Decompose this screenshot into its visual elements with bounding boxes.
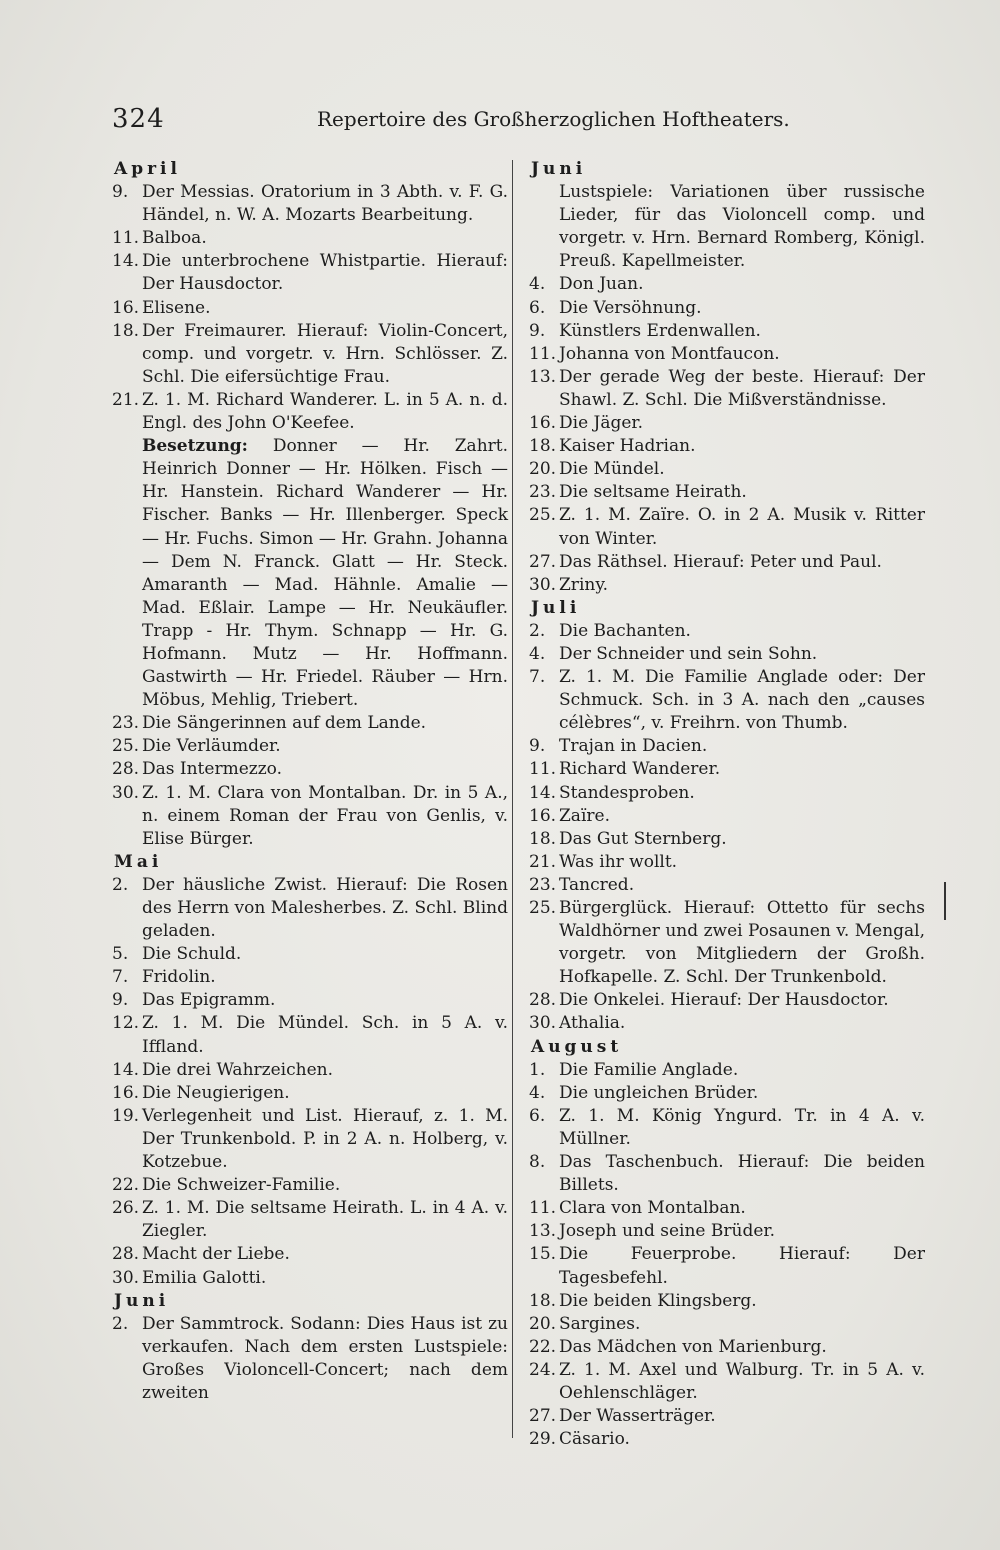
entry-title: Die Neugierigen. [142,1082,290,1103]
entry-date: 20. [529,459,557,480]
entry-date: 28. [112,759,140,780]
entry-title: Die beiden Klingsberg. [559,1290,757,1311]
entry-date: 30. [112,782,140,803]
repertoire-entry [529,666,925,735]
repertoire-entry [529,989,925,1012]
august-entries [529,1059,925,1452]
repertoire-entry [529,458,925,481]
entry-date: 16. [529,805,557,826]
entry-date: 11. [529,759,557,780]
entry-date: 18. [529,436,557,457]
right-column [529,158,925,1451]
entry-date: 16. [529,413,557,434]
entry-date: 25. [529,505,557,526]
entry-date: 15. [529,1244,557,1265]
entry-date: 11. [112,228,140,249]
entry-title: Richard Wanderer. [559,759,721,780]
entry-date: 30. [529,574,557,595]
entry-date: 11. [529,1198,557,1219]
entry-date: 4. [529,643,546,664]
entry-date: 2. [112,874,129,895]
entry-date: 20. [529,1313,557,1334]
repertoire-entry [529,1428,925,1451]
entry-date: 28. [529,990,557,1011]
entry-date: 8. [529,1152,546,1173]
entry-date: 5. [112,944,129,965]
entry-date: 6. [529,297,546,318]
repertoire-entry [112,1012,508,1058]
entry-title: Macht der Liebe. [142,1244,290,1265]
entry-date: 18. [112,320,140,341]
repertoire-entry [112,989,508,1012]
entry-title: Cäsario. [559,1429,630,1450]
repertoire-entry [529,828,925,851]
entry-title: Der Messias. Oratorium in 3 Abth. v. F. G. Händel, n. W. A. Mozarts Bearbeitung. [142,182,508,226]
entry-date: 14. [112,251,140,272]
cast-text: Donner — Hr. Zahrt. Heinrich Donner — Hr. Hölken. Fisch — Hr. Hanstein. Richard Wanderer — Hr. Fischer. Banks — Hr. Illenberger. Speck — Hr. Fuchs. Simon — Hr. Grahn. Johanna — Dem N. Franck. Glatt — Hr. Steck. Amaranth — Mad. Hähnle. Amalie — Mad. Eßlair. Lampe — Hr. Neukäufler. Trapp - Hr. Thym. Schnapp — Hr. G. Hofmann. Mutz — Hr. Hoffmann. Gastwirth — Hr. Friedel. Räuber — Hrn. Möbus, Mehlig, Triebert. [142,436,509,711]
repertoire-entry [529,1359,925,1405]
cast-label: Besetzung: [142,436,248,457]
repertoire-entry [529,782,925,805]
repertoire-entry [112,389,508,435]
repertoire-entry [112,181,508,227]
entry-date: 26. [112,1198,140,1219]
entry-title: Der gerade Weg der beste. Hierauf: Der Shawl. Z. Schl. Die Mißverständnisse. [559,366,925,410]
repertoire-entry [112,320,508,389]
entry-date: 22. [112,1175,140,1196]
entry-title: Der Freimaurer. Hierauf: Violin-Concert, comp. und vorgetr. v. Hrn. Schlösser. Z. Schl. Die eifersüchtige Frau. [142,320,508,387]
entry-title: Die ungleichen Brüder. [559,1082,759,1103]
repertoire-entry [112,735,508,758]
entry-date: 23. [529,874,557,895]
repertoire-entry [529,551,925,574]
entry-title: Das Mädchen von Marienburg. [559,1336,827,1357]
entry-date: 30. [529,1013,557,1034]
april-entries-continued [112,712,508,851]
repertoire-entry [529,273,925,296]
entry-title: Athalia. [559,1013,626,1034]
repertoire-entry [529,1197,925,1220]
repertoire-entry [529,297,925,320]
juni-entries-right [529,273,925,596]
repertoire-entry [529,1405,925,1428]
page-number: 324 [112,104,165,134]
entry-date: 22. [529,1336,557,1357]
entry-date: 23. [112,713,140,734]
running-title: Repertoire des Großherzoglichen Hoftheaters. [317,107,790,131]
entry-title: Die unterbrochene Whistpartie. Hierauf: Der Hausdoctor. [142,251,508,295]
repertoire-entry [529,1336,925,1359]
entry-title: Don Juan. [559,274,644,295]
entry-title: Z. 1. M. König Yngurd. Tr. in 4 A. v. Müllner. [559,1105,925,1149]
repertoire-entry [529,412,925,435]
entry-title: Tancred. [559,874,635,895]
entry-date: 9. [112,990,129,1011]
repertoire-entry [112,758,508,781]
entry-title: Johanna von Montfaucon. [559,343,780,364]
repertoire-entry [112,1313,508,1405]
repertoire-entry [529,620,925,643]
entry-title: Zriny. [559,574,609,595]
entry-date: 2. [529,620,546,641]
entry-date: 23. [529,482,557,503]
entry-title: Die Verläumder. [142,736,281,757]
entry-date: 29. [529,1429,557,1450]
entry-date: 7. [112,967,129,988]
entry-title: Z. 1. M. Clara von Montalban. Dr. in 5 A., n. einem Roman der Frau von Genlis, v. Elise Bürger. [142,782,508,849]
entry-date: 13. [529,1221,557,1242]
entry-title: Balboa. [142,228,207,249]
repertoire-entry [529,320,925,343]
page-header [112,104,790,136]
entry-date: 16. [112,1082,140,1103]
repertoire-entry [112,966,508,989]
repertoire-entry [529,343,925,366]
entry-date: 4. [529,274,546,295]
repertoire-entry [529,897,925,989]
entry-title: Die Schweizer-Familie. [142,1175,341,1196]
entry-date: 7. [529,667,546,688]
repertoire-entry [529,851,925,874]
repertoire-entry [529,435,925,458]
column-divider [512,160,513,1438]
entry-date: 30. [112,1267,140,1288]
month-heading-august: August [531,1036,623,1057]
entry-date: 18. [529,1290,557,1311]
month-heading-mai: Mai [114,851,163,872]
entry-title: Das Räthsel. Hierauf: Peter und Paul. [559,551,882,572]
entry-date: 19. [112,1105,140,1126]
entry-date: 9. [529,736,546,757]
entry-title: Zaïre. [559,805,610,826]
entry-title: Z. 1. M. Richard Wanderer. L. in 5 A. n. d. Engl. des John O'Keefee. [142,389,508,434]
entry-title: Joseph und seine Brüder. [559,1221,776,1242]
entry-title: Trajan in Dacien. [559,736,708,757]
entry-title: Die Onkelei. Hierauf: Der Hausdoctor. [559,990,889,1011]
entry-title: Das Taschenbuch. Hierauf: Die beiden Billets. [559,1152,925,1196]
repertoire-entry [529,1082,925,1105]
juni-entries [112,1313,508,1405]
entry-date: 21. [529,851,557,872]
entry-title: Die Mündel. [559,459,665,480]
repertoire-entry [529,1151,925,1197]
entry-title: Die Sängerinnen auf dem Lande. [142,713,427,734]
entry-title: Z. 1. M. Die Familie Anglade oder: Der Schmuck. Sch. in 3 A. nach den „causes célèbres“, v. Freihrn. von Thumb. [559,667,925,734]
april-entries [112,181,508,435]
repertoire-entry [112,712,508,735]
repertoire-entry [112,1059,508,1082]
entry-date: 14. [529,782,557,803]
entry-title: Sargines. [559,1313,641,1334]
repertoire-entry [112,1243,508,1266]
entry-title: Bürgerglück. Hierauf: Ottetto für sechs Waldhörner und zwei Posaunen v. Mengal, vorgetr. von Mitgliedern der Großh. Hofkapelle. Z. Schl. Der Trunkenbold. [559,898,925,988]
juni-continuation-text: Lustspiele: Variationen über russische Lieder, für das Violoncell comp. und vorgetr. v. Hrn. Bernard Romberg, Königl. Preuß. Kapellmeister. [559,182,925,272]
entry-title: Die Bachanten. [559,620,691,641]
repertoire-entry [529,1059,925,1082]
repertoire-entry [112,1174,508,1197]
repertoire-entry [529,366,925,412]
repertoire-entry [112,227,508,250]
left-column [112,158,508,1405]
repertoire-entry [112,874,508,943]
repertoire-entry [529,1290,925,1313]
month-heading-juni-continued: Juni [531,159,587,179]
entry-date: 13. [529,366,557,387]
repertoire-entry [112,1267,508,1290]
month-heading-juni: Juni [114,1290,170,1311]
entry-title: Das Intermezzo. [142,759,283,780]
entry-title: Das Gut Sternberg. [559,828,727,849]
mai-entries [112,874,508,1290]
entry-title: Z. 1. M. Axel und Walburg. Tr. in 5 A. v. Oehlenschläger. [559,1359,925,1403]
entry-title: Die Feuerprobe. Hierauf: Der Tagesbefehl. [559,1244,925,1288]
cast-list [112,435,508,712]
entry-title: Das Epigramm. [142,990,276,1011]
entry-title: Der Schneider und sein Sohn. [559,643,818,664]
entry-title: Standesproben. [559,782,695,803]
entry-title: Die Schuld. [142,944,242,965]
repertoire-entry [529,1313,925,1336]
entry-title: Z. 1. M. Die Mündel. Sch. in 5 A. v. Iffland. [142,1013,508,1057]
entry-title: Künstlers Erdenwallen. [559,320,761,341]
entry-title: Der häusliche Zwist. Hierauf: Die Rosen des Herrn von Malesherbes. Z. Schl. Blind geladen. [142,874,509,942]
entry-date: 24. [529,1359,557,1380]
entry-date: 25. [112,736,140,757]
margin-mark [944,882,946,920]
entry-date: 9. [529,320,546,341]
entry-title: Was ihr wollt. [559,851,678,872]
month-heading-april: April [114,159,181,179]
repertoire-entry [529,805,925,828]
entry-title: Die seltsame Heirath. [559,482,747,503]
entry-date: 14. [112,1059,140,1080]
repertoire-entry [112,782,508,851]
repertoire-entry [529,643,925,666]
entry-date: 11. [529,343,557,364]
entry-title: Die drei Wahrzeichen. [142,1059,333,1080]
entry-title: Clara von Montalban. [559,1198,746,1219]
entry-date: 28. [112,1244,140,1265]
entry-date: 12. [112,1013,140,1034]
repertoire-entry [529,504,925,550]
entry-date: 16. [112,297,140,318]
entry-title: Verlegenheit und List. Hierauf, z. 1. M. Der Trunkenbold. P. in 2 A. n. Holberg, v. Kotzebue. [142,1105,508,1173]
entry-title: Der Wasserträger. [559,1406,716,1427]
entry-title: Fridolin. [142,967,216,988]
repertoire-entry [529,758,925,781]
repertoire-entry [529,874,925,897]
entry-date: 9. [112,182,129,203]
entry-title: Kaiser Hadrian. [559,436,696,457]
repertoire-entry [112,250,508,296]
entry-date: 27. [529,1406,557,1427]
juli-entries [529,620,925,1036]
entry-title: Z. 1. M. Zaïre. O. in 2 A. Musik v. Ritter von Winter. [559,505,925,549]
entry-title: Elisene. [142,297,211,318]
entry-date: 18. [529,828,557,849]
repertoire-entry [529,481,925,504]
repertoire-entry [112,943,508,966]
repertoire-entry [529,1243,925,1289]
entry-title: Die Versöhnung. [559,297,702,318]
repertoire-entry [112,1197,508,1243]
entry-date: 4. [529,1082,546,1103]
entry-title: Der Sammtrock. Sodann: Dies Haus ist zu verkaufen. Nach dem ersten Lustspiele: Großes Violoncell-Concert; nach dem zweiten [142,1313,508,1403]
repertoire-entry [529,1105,925,1151]
entry-date: 2. [112,1313,129,1334]
repertoire-entry [112,1082,508,1105]
entry-date: 1. [529,1059,546,1080]
repertoire-entry [112,1105,508,1174]
entry-date: 27. [529,551,557,572]
entry-title: Emilia Galotti. [142,1267,267,1288]
entry-title: Z. 1. M. Die seltsame Heirath. L. in 4 A. v. Ziegler. [142,1198,508,1242]
entry-title: Die Jäger. [559,413,644,434]
entry-date: 25. [529,898,557,918]
repertoire-entry [529,735,925,758]
repertoire-entry [529,574,925,597]
repertoire-entry [529,1012,925,1035]
entry-date: 21. [112,389,140,410]
repertoire-entry [112,297,508,320]
entry-date: 6. [529,1105,546,1126]
month-heading-juli: Juli [531,597,581,618]
repertoire-entry [529,1220,925,1243]
entry-title: Die Familie Anglade. [559,1059,739,1080]
